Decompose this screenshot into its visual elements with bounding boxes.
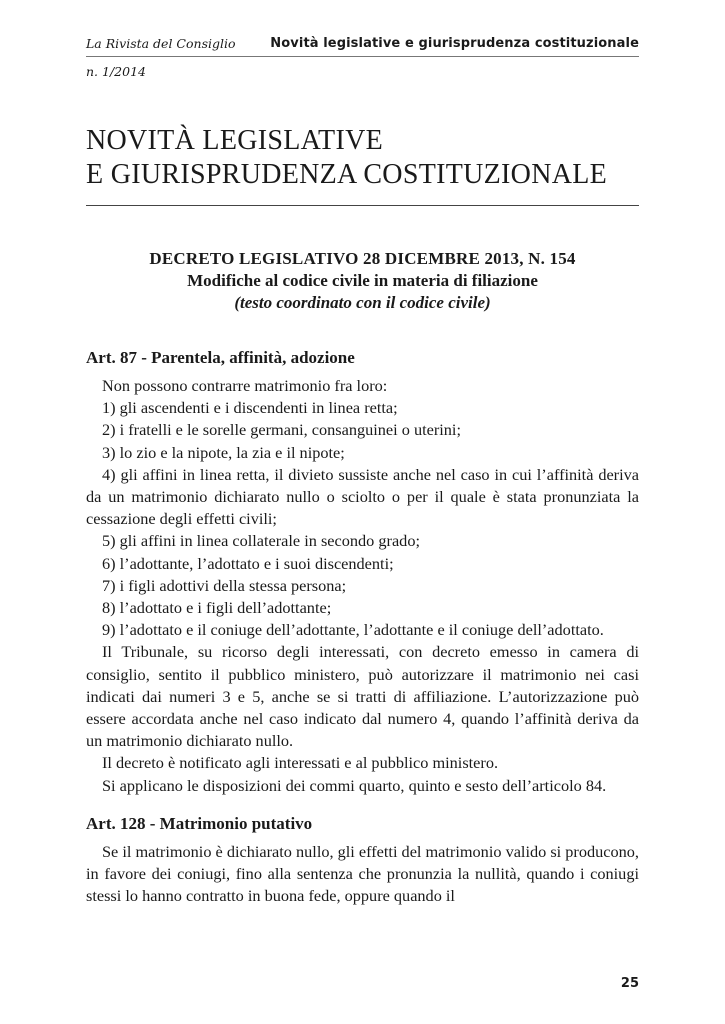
article-paragraph: 8) l’adottato e i figli dell’adottante;: [102, 598, 332, 618]
page-title-line2: E GIURISPRUDENZA COSTITUZIONALE: [86, 159, 608, 190]
page-title: [86, 124, 639, 192]
article-paragraph: 9) l’adottato e il coniuge dell’adottante, l’adottante e il coniuge dell’adottato.: [102, 620, 604, 640]
article-title: Art. 128 - Matrimonio putativo: [86, 813, 313, 833]
decree-heading: [86, 248, 639, 314]
article-body: [86, 347, 639, 907]
issue-number: n. 1/2014: [86, 64, 146, 79]
article-paragraph: 1) gli ascendenti e i discendenti in linea retta;: [102, 398, 398, 418]
article-paragraph: Si applicano le disposizioni dei commi quarto, quinto e sesto dell’articolo 84.: [102, 775, 607, 795]
header-rule: [86, 56, 639, 57]
running-header: [86, 36, 639, 80]
article-paragraph: 4) gli affini in linea retta, il divieto sussiste anche nel caso in cui l’affinità deriva da un matrimonio dichiarato nullo o sciolto o per il quale è stata pronunziata la cessazione degli effetti civili;: [86, 464, 639, 529]
article-paragraph: Non possono contrarre matrimonio fra loro:: [102, 376, 388, 395]
article-title: Art. 87 - Parentela, affinità, adozione: [86, 348, 355, 367]
article-paragraph: Il decreto è notificato agli interessati e al pubblico ministero.: [102, 753, 499, 773]
article-paragraph: 6) l’adottante, l’adottato e i suoi discendenti;: [102, 553, 394, 573]
decree-note: (testo coordinato con il codice civile): [234, 293, 491, 312]
article-paragraph: 7) i figli adottivi della stessa persona;: [102, 575, 347, 595]
article-paragraph: 5) gli affini in linea collaterale in secondo grado;: [102, 531, 420, 551]
article-paragraph: Se il matrimonio è dichiarato nullo, gli effetti del matrimonio valido si producono, in favore dei coniugi, fino alla sentenza che pronunzia la nullità, quando i coniugi stessi lo hanno contratto in buona fede, oppure quando il: [86, 841, 639, 906]
section-name: Novità legislative e giurisprudenza costituzionale: [270, 36, 639, 51]
decree-title: DECRETO LEGISLATIVO 28 DICEMBRE 2013, N. 154: [149, 249, 576, 268]
decree-subtitle: Modifiche al codice civile in materia di filiazione: [187, 271, 538, 290]
article-paragraph: 2) i fratelli e le sorelle germani, consanguinei o uterini;: [102, 420, 461, 440]
article-paragraph: Il Tribunale, su ricorso degli interessati, con decreto emesso in camera di consiglio, sentito il pubblico ministero, può autorizzare il matrimonio nei casi indicati dai numeri 3 e 5, anche se si tratti di affiliazione. L’autorizzazione può essere accordata anche nel caso indicato dal numero 4, quando l’affinità deriva da un matrimonio dichiarato nullo.: [86, 642, 639, 751]
page-number: 25: [620, 976, 639, 991]
title-rule: [86, 205, 639, 206]
page-title-line1: NOVITÀ LEGISLATIVE: [86, 125, 384, 156]
article-paragraph: 3) lo zio e la nipote, la zia e il nipote;: [102, 442, 345, 462]
journal-name: La Rivista del Consiglio: [86, 36, 236, 51]
